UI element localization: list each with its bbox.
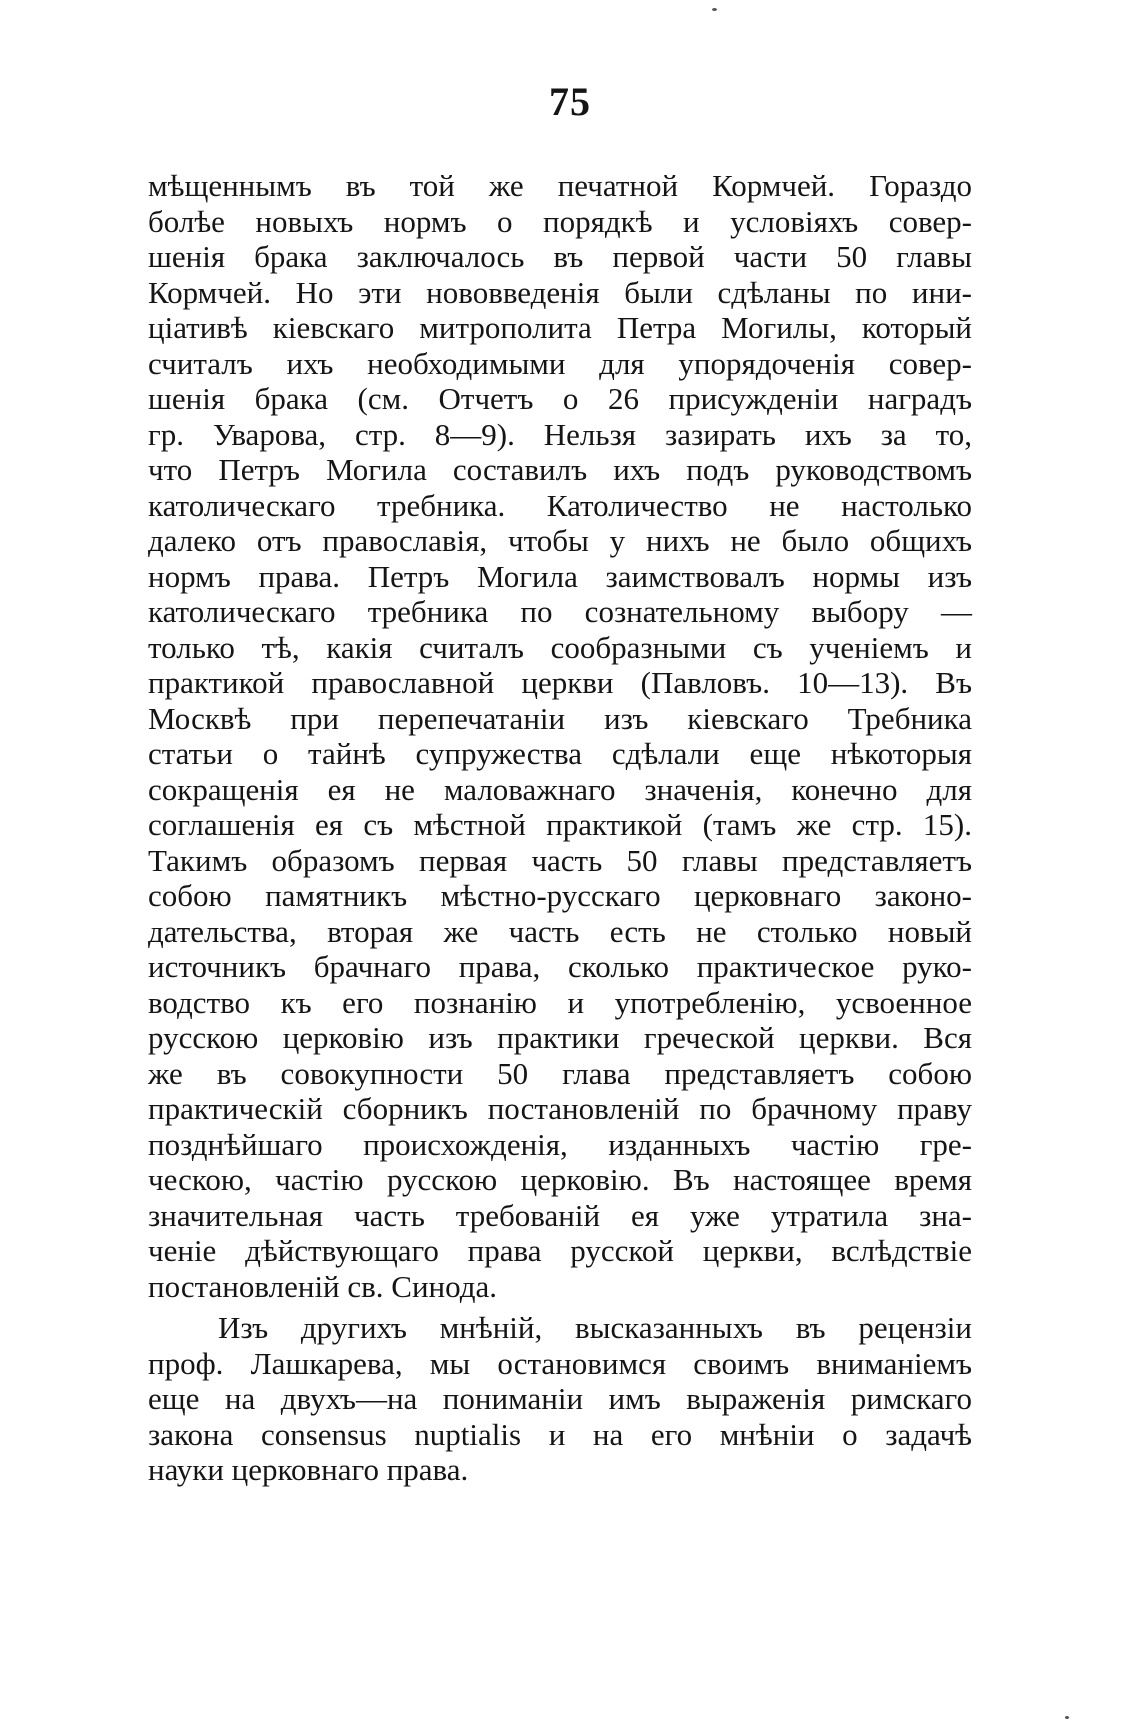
text-line: сокращенія ея не маловажнаго значенія, конечно для	[148, 771, 972, 807]
text-line: считалъ ихъ необходимыми для упорядоченія совер-	[148, 345, 972, 381]
text-line: водство къ его познанію и употребленію, усвоенное	[148, 984, 972, 1020]
text-line: мѣщеннымъ въ той же печатной Кормчей. Гораздо	[148, 168, 972, 203]
page-number: 75	[549, 79, 591, 124]
paragraph-end-line: постановленій св. Синода.	[148, 1268, 498, 1304]
text-line: Такимъ образомъ первая часть 50 главы представляетъ	[148, 842, 972, 878]
text-line: закона consensus nuptialis и на его мнѣніи о задачѣ	[148, 1416, 972, 1452]
text-line: практическій сборникъ постановленій по брачному праву	[148, 1091, 972, 1126]
text-line: далеко отъ православія, чтобы у нихъ не было общихъ	[148, 523, 972, 558]
text-line: русскою церковію изъ практики греческой церкви. Вся	[148, 1020, 972, 1055]
body-text	[148, 168, 972, 1488]
text-line: ціативѣ кіевскаго митрополита Петра Могилы, который	[148, 310, 972, 345]
text-line: болѣе новыхъ нормъ о порядкѣ и условіяхъ совер-	[148, 203, 972, 239]
text-line: Кормчей. Но эти нововведенія были сдѣланы по ини-	[148, 274, 972, 310]
text-line: источникъ брачнаго права, сколько практическое руко-	[148, 949, 972, 984]
text-line: практикой православной церкви (Павловъ. 10—13). Въ	[148, 665, 972, 700]
text-line: шенія брака (см. Отчетъ о 26 присужденіи наградъ	[148, 381, 972, 416]
scan-speck	[1065, 1716, 1069, 1719]
scan-speck	[712, 8, 717, 11]
text-line: католическаго требника по сознательному выбору —	[148, 594, 972, 629]
text-line: позднѣйшаго происхожденія, изданныхъ частію гре-	[148, 1126, 972, 1162]
text-line: еще на двухъ—на пониманіи имъ выраженія римскаго	[148, 1381, 972, 1416]
text-line: Москвѣ при перепечатаніи изъ кіевскаго Требника	[148, 700, 972, 736]
paragraph-start-line: Изъ другихъ мнѣній, высказанныхъ въ рецензіи	[218, 1310, 972, 1345]
text-line: шенія брака заключалось въ первой части 50 главы	[148, 239, 972, 274]
text-line: католическаго требника. Католичество не настолько	[148, 487, 972, 523]
text-line: собою памятникъ мѣстно-русскаго церковнаго законо-	[148, 878, 972, 913]
text-line: дательства, вторая же часть есть не столько новый	[148, 913, 972, 949]
text-line: гр. Уварова, стр. 8—9). Нельзя зазирать ихъ за то,	[148, 416, 972, 452]
paragraph-end-line: науки церковнаго права.	[148, 1452, 469, 1487]
text-line: статьи о тайнѣ супружества сдѣлали еще нѣкоторыя	[148, 736, 972, 771]
text-line: что Петръ Могила составилъ ихъ подъ руководствомъ	[148, 452, 972, 487]
text-line: ческою, частію русскою церковію. Въ настоящее время	[148, 1162, 972, 1197]
text-line: ченіе дѣйствующаго права русской церкви, вслѣдствіе	[148, 1233, 972, 1268]
text-line: же въ совокупности 50 глава представляетъ собою	[148, 1055, 972, 1091]
text-line: значительная часть требованій ея уже утратила зна-	[148, 1197, 972, 1233]
text-line: проф. Лашкарева, мы остановимся своимъ вниманіемъ	[148, 1345, 972, 1381]
text-line: соглашенія ея съ мѣстной практикой (тамъ же стр. 15).	[148, 807, 972, 842]
text-line: только тѣ, какія считалъ сообразными съ ученіемъ и	[148, 629, 972, 665]
text-line: нормъ права. Петръ Могила заимствовалъ нормы изъ	[148, 558, 972, 594]
